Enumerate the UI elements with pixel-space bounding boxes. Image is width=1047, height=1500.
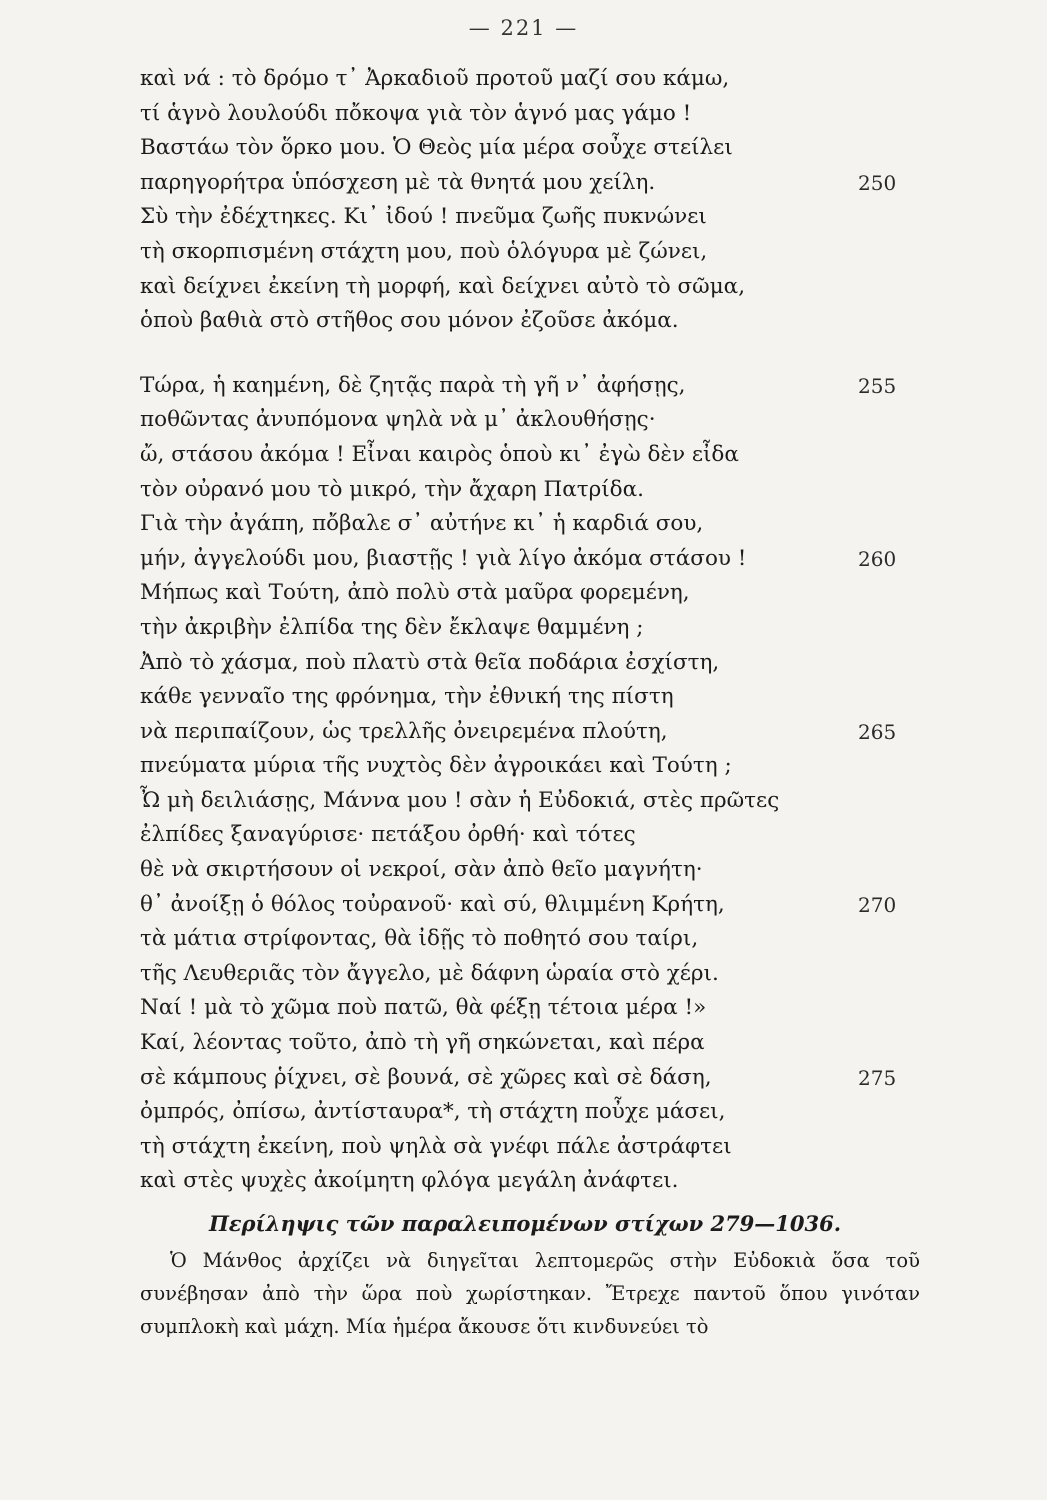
verse-text: ὀμπρός, ὀπίσω, ἀντίσταυρα*, τὴ στάχτη ποὖχε μάσει, [140,1099,726,1125]
verse-text: Ὦ μὴ δειλιάσῃς, Μάννα μου ! σὰν ἡ Εὐδοκιά, στὲς πρῶτες [140,787,780,813]
verse-text: μήν, ἀγγελούδι μου, βιαστῇς ! γιὰ λίγο ἀκόμα στάσου ! [140,545,747,571]
verse-line [140,235,1020,270]
verse-line [140,888,1020,923]
verse-line [140,270,1020,305]
verse-text: κάθε γενναῖο της φρόνημα, τὴν ἐθνική της πίστη [140,684,674,710]
line-number: 275 [858,1065,897,1090]
verse-text: ἐλπίδες ξαναγύρισε· πετάξου ὀρθή· καὶ τότες [140,822,636,848]
line-number: 260 [858,546,897,571]
verse-line [140,784,1020,819]
verse-line [140,304,1020,339]
verse-line [140,403,1020,438]
verse-text: Τώρα, ἡ καημένη, δὲ ζητᾷς παρὰ τὴ γῆ ν᾽ ἀφήσῃς, [140,372,686,398]
verse-text: πνεύματα μύρια τῆς νυχτὸς δὲν ἀγροικάει καὶ Τούτη ; [140,753,732,779]
verse-line [140,369,1020,404]
verse-text: Σὺ τὴν ἐδέχτηκες. Κι᾽ ἰδού ! πνεῦμα ζωῆς πυκνώνει [140,204,707,230]
verse-text: Γιὰ τὴν ἀγάπη, πὄβαλε σ᾽ αὐτήνε κι᾽ ἡ καρδιά σου, [140,511,704,537]
summary-heading: Περίληψις τῶν παραλειπομένων στίχων 279—1036. [208,1211,842,1236]
verse-text: θ᾽ ἀνοίξῃ ὁ θόλος τοὐρανοῦ· καὶ σύ, θλιμμένη Κρήτη, [140,891,725,917]
verse-text: τὰ μάτια στρίφοντας, θὰ ἰδῇς τὸ ποθητό σου ταίρι, [140,926,699,952]
verse-line [140,853,1020,888]
stanza-1 [140,62,1020,339]
page-number: — 221 — [468,16,579,40]
verse-line [140,1130,1020,1165]
line-number: 255 [858,373,897,398]
verse-text: Βαστάω τὸν ὅρκο μου. Ὁ Θεὸς μία μέρα σοὖχε στείλει [140,135,733,161]
omitted-verses-summary [140,1208,920,1343]
verse-line [140,507,1020,542]
verse-line [140,131,1020,166]
verse-line [140,749,1020,784]
verse-text: τὸν οὐρανό μου τὸ μικρό, τὴν ἄχαρη Πατρίδα. [140,476,644,502]
verse-text: καὶ δείχνει ἐκείνη τὴ μορφή, καὶ δείχνει αὐτὸ τὸ σῶμα, [140,273,746,299]
verse-text: θὲ νὰ σκιρτήσουν οἱ νεκροί, σὰν ἀπὸ θεῖο μαγνήτη· [140,857,703,883]
line-number: 270 [858,892,897,917]
verse-text: ποθῶντας ἀνυπόμονα ψηλὰ νὰ μ᾽ ἀκλουθήσῃς· [140,407,656,433]
verse-line [140,438,1020,473]
verse-text: ὁποὺ βαθιὰ στὸ στῆθος σου μόνον ἐζοῦσε ἀκόμα. [140,308,679,334]
verse-line [140,576,1020,611]
verse-line [140,957,1020,992]
verse-text: τῆς Λευθεριᾶς τὸν ἄγγελο, μὲ δάφνη ὡραία στὸ χέρι. [140,960,719,986]
line-number: 265 [858,719,897,744]
verse-line [140,62,1020,97]
verse-text: τὴν ἀκριβὴν ἐλπίδα της δὲν ἔκλαψε θαμμένη ; [140,614,644,640]
verse-line [140,818,1020,853]
verse-text: σὲ κάμπους ῥίχνει, σὲ βουνά, σὲ χῶρες καὶ σὲ δάση, [140,1064,712,1090]
verse-text: τὴ σκορπισμένη στάχτη μου, ποὺ ὁλόγυρα μὲ ζώνει, [140,238,708,264]
verse-line [140,1164,1020,1199]
verse-text: καὶ στὲς ψυχὲς ἀκοίμητη φλόγα μεγάλη ἀνάφτει. [140,1168,679,1194]
verse-line [140,646,1020,681]
poem-text [140,62,1020,1199]
verse-line [140,1095,1020,1130]
line-number: 250 [858,170,897,195]
stanza-2 [140,369,1020,1199]
verse-text: Καί, λέοντας τοῦτο, ἀπὸ τὴ γῆ σηκώνεται, καὶ πέρα [140,1030,705,1056]
verse-line [140,97,1020,132]
verse-line [140,200,1020,235]
verse-text: Ἀπὸ τὸ χάσμα, ποὺ πλατὺ στὰ θεῖα ποδάρια ἐσχίστη, [140,649,720,675]
verse-text: νὰ περιπαίζουν, ὡς τρελλῆς ὀνειρεμένα πλούτη, [140,718,668,744]
verse-line [140,542,1020,577]
verse-text: Μήπως καὶ Τούτη, ἀπὸ πολὺ στὰ μαῦρα φορεμένη, [140,580,690,606]
verse-text: καὶ νά : τὸ δρόμο τ᾽ Ἀρκαδιοῦ προτοῦ μαζί σου κάμω, [140,66,730,91]
verse-line [140,991,1020,1026]
verse-text: ὤ, στάσου ἀκόμα ! Εἶναι καιρὸς ὁποὺ κι᾽ ἐγὼ δὲν εἶδα [140,441,739,467]
verse-text: Ναί ! μὰ τὸ χῶμα ποὺ πατῶ, θὰ φέξῃ τέτοια μέρα !» [140,995,707,1021]
verse-line [140,611,1020,646]
summary-body: Ὁ Μάνθος ἀρχίζει νὰ διηγεῖται λεπτομερῶς στὴν Εὐδοκιὰ ὅσα τοῦ συνέβησαν ἀπὸ τὴν ὥρα ποὺ χωρίστηκαν. Ἔτρεχε παντοῦ ὅπου γινόταν συμπλοκὴ καὶ μάχη. Μία ἡμέρα ἄκουσε ὅτι κινδυνεύει τὸ [140,1249,920,1338]
verse-line [140,922,1020,957]
verse-text: τί ἁγνὸ λουλούδι πὄκοψα γιὰ τὸν ἁγνό μας γάμο ! [140,100,692,126]
verse-line [140,1061,1020,1096]
verse-text: παρηγορήτρα ὑπόσχεση μὲ τὰ θνητά μου χείλη. [140,169,656,195]
verse-line [140,715,1020,750]
verse-line [140,473,1020,508]
verse-line [140,1026,1020,1061]
verse-line [140,680,1020,715]
verse-line [140,166,1020,201]
verse-text: τὴ στάχτη ἐκείνη, ποὺ ψηλὰ σὰ γνέφι πάλε ἀστράφτει [140,1133,732,1159]
